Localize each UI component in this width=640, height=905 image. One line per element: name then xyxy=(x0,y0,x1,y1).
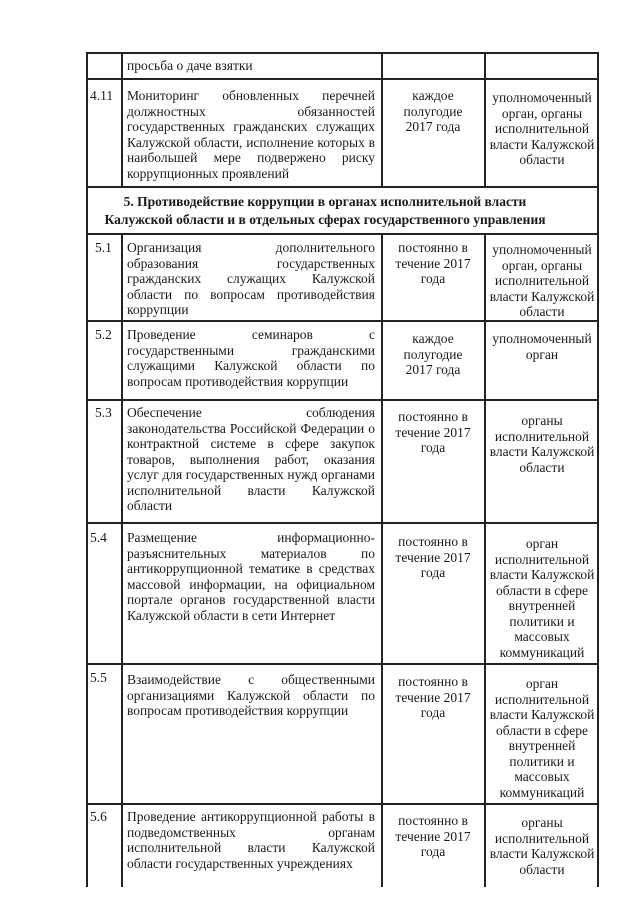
col-sep-num xyxy=(121,233,123,887)
section-title: 5. Противодействие коррупции в органах исполнительной власти xyxy=(123,194,527,209)
row-number: 4.11 xyxy=(90,88,114,103)
col-sep-term xyxy=(484,52,486,187)
term-cell: постоянно в течение 2017 года xyxy=(395,534,471,580)
row-line xyxy=(86,233,599,235)
table-border-right xyxy=(597,52,599,887)
section-title: Калужской области и в отдельных сферах государственного управления xyxy=(104,212,546,227)
action-cell: Организация дополнительного образования государственных гражданских служащих Калужской области по вопросам противодействия коррупции xyxy=(127,240,375,317)
term-cell: постоянно в течение 2017 года xyxy=(395,240,471,286)
responsible-cell: уполномоченный орган, органы исполнительной власти Калужской области xyxy=(489,90,595,167)
responsible-cell: орган исполнительной власти Калужской области в сфере внутренней политики и массовых коммуникаций xyxy=(489,536,595,660)
action-cell: Размещение информационно-разъяснительных материалов по антикоррупционной тематике в средствах массовой информации, на официальном портале органов государственной власти Калужской области в сети Интернет xyxy=(127,530,375,623)
col-sep-term xyxy=(484,233,486,887)
action-cell: Проведение антикоррупционной работы в подведомственных органам исполнительной власти Калужской области государственных учреждениях xyxy=(127,809,375,871)
row-number: 5.3 xyxy=(95,405,112,420)
responsible-cell: органы исполнительной власти Калужской области xyxy=(489,815,595,877)
row-line xyxy=(86,663,599,665)
row-line xyxy=(86,522,599,524)
term-cell: постоянно в течение 2017 года xyxy=(395,409,471,455)
row-number: 5.6 xyxy=(90,809,107,824)
responsible-cell: органы исполнительной власти Калужской области xyxy=(489,413,595,475)
responsible-cell: уполномоченный орган, органы исполнительной власти Калужской области xyxy=(489,242,595,319)
term-cell: каждое полугодие 2017 года xyxy=(403,331,463,377)
responsible-cell: орган исполнительной власти Калужской области в сфере внутренней политики и массовых коммуникаций xyxy=(489,676,595,800)
col-sep-action xyxy=(381,233,383,887)
action-cell: Обеспечение соблюдения законодательства Российской Федерации о контрактной системе в сфере закупок товаров, выполнения работ, оказания услуг для государственных нужд органами исполнительной власти Калужской области xyxy=(127,405,375,513)
action-cell: Взаимодействие с общественными организациями Калужской области по вопросам противодействия коррупции xyxy=(127,672,375,718)
row-line xyxy=(86,52,599,54)
row-line xyxy=(86,78,599,80)
row-number: 5.2 xyxy=(95,327,112,342)
col-sep-num xyxy=(121,52,123,187)
row-number: 5.1 xyxy=(95,240,112,255)
term-cell: постоянно в течение 2017 года xyxy=(395,674,471,720)
term-cell: постоянно в течение 2017 года xyxy=(395,813,471,859)
row-line xyxy=(86,186,599,188)
col-sep-action xyxy=(381,52,383,187)
row-number: 5.5 xyxy=(90,670,107,685)
row-line xyxy=(86,399,599,401)
term-cell: каждое полугодие 2017 года xyxy=(403,88,463,134)
table-border-left xyxy=(86,52,88,887)
action-cell: Проведение семинаров с государственными гражданскими служащими Калужской области по вопросам противодействия коррупции xyxy=(127,327,375,389)
row-line xyxy=(86,803,599,805)
row-number: 5.4 xyxy=(90,530,107,545)
action-cell: просьба о даче взятки xyxy=(127,58,253,73)
action-cell: Мониторинг обновленных перечней должностных обязанностей государственных гражданских служащих Калужской области, исполнение которых в наибольшей мере подвержено риску коррупционных проявлений xyxy=(127,88,375,181)
row-line xyxy=(86,320,599,322)
responsible-cell: уполномоченный орган xyxy=(492,331,592,362)
